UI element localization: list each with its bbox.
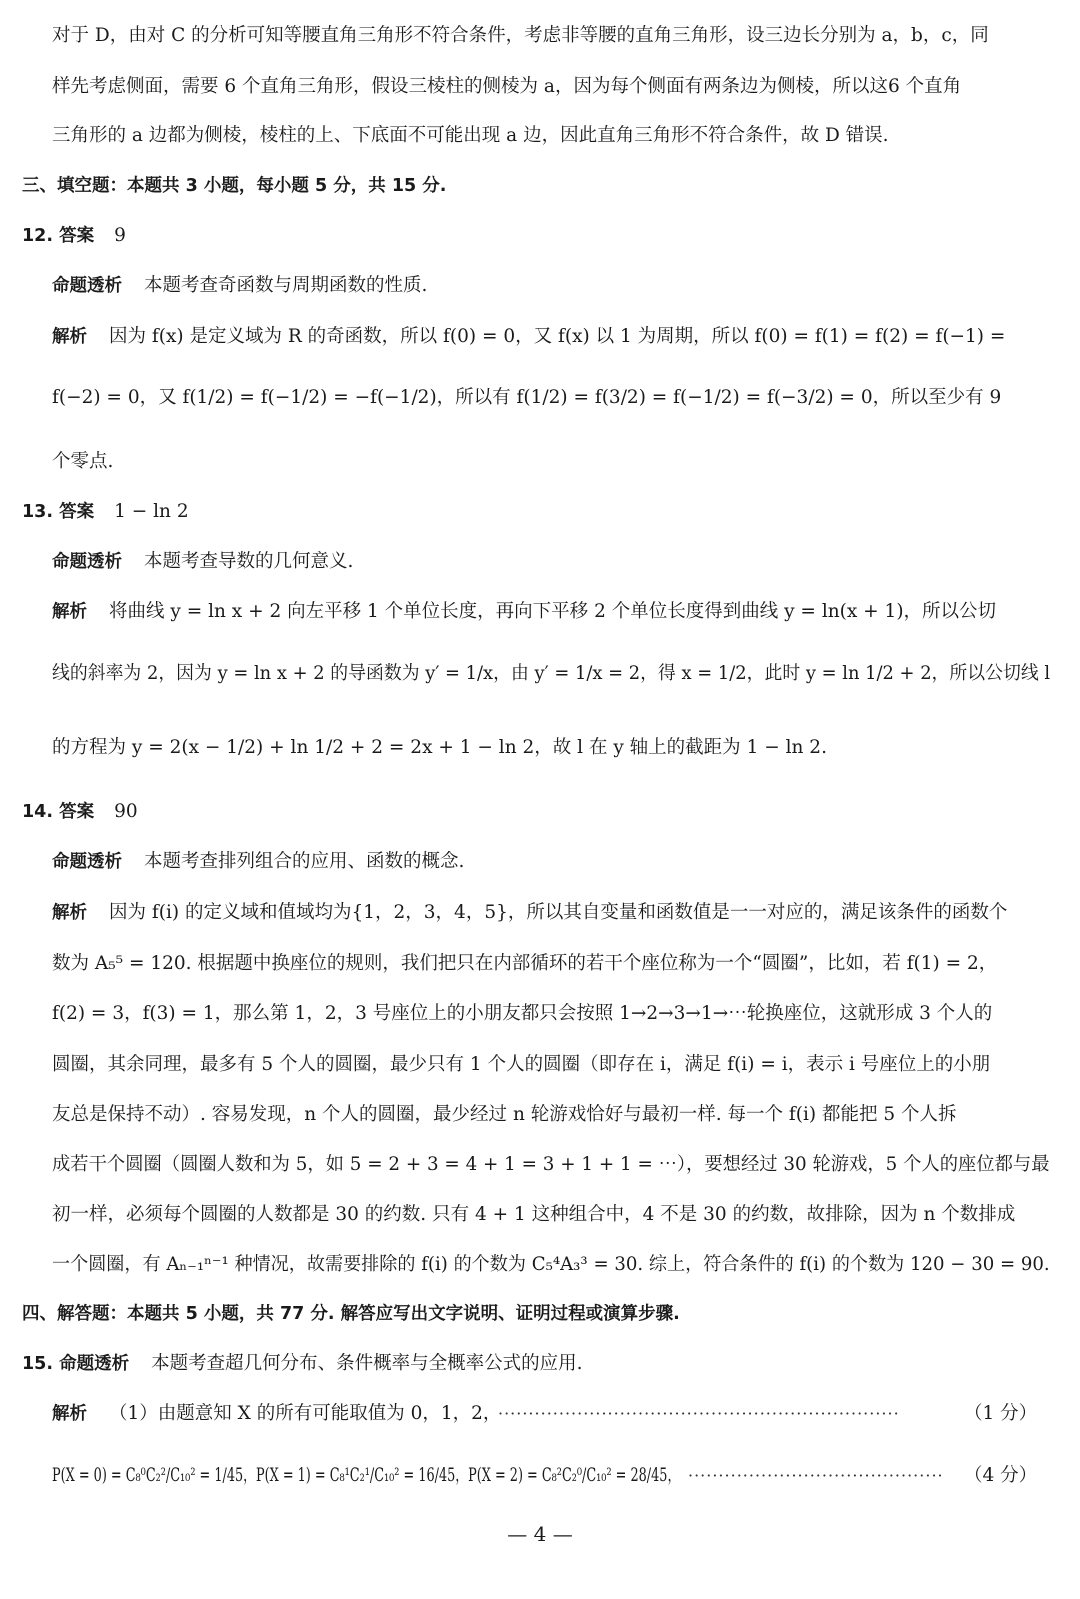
- q15-sol-line: P(X = 0) = C₈⁰C₂²/C₁₀² = 1/45，P(X = 1) = C₈¹C₂¹/C₁₀² = 16/45，P(X = 2) = C₈²C₂⁰/C₁₀² = 28/45，: [52, 1465, 681, 1486]
- page-number: — 4 —: [507, 1522, 573, 1546]
- q14-sol-line: 一个圆圈，有 Aₙ₋₁ⁿ⁻¹ 种情况，故需要排除的 f(i) 的个数为 C₅⁴A₃³ = 30. 综上，符合条件的 f(i) 的个数为 120 − 30 = 90.: [52, 1254, 1050, 1275]
- q12-head: 12. 答案: [22, 226, 95, 246]
- q14-answer-line: [22, 798, 138, 826]
- body-line: 对于 D，由对 C 的分析可知等腰直角三角形不符合条件，考虑非等腰的直角三角形，设三边长分别为 a，b，c，同: [52, 25, 989, 46]
- q14-sol-line: 数为 A₅⁵ = 120. 根据题中换座位的规则，我们把只在内部循环的若干个座位称为一个“圆圈”，比如，若 f(1) = 2，: [52, 953, 998, 974]
- q12-sol-text: 因为 f(x) 是定义域为 R 的奇函数，所以 f(0) = 0，又 f(x) 以 1 为周期，所以 f(0) = f(1) = f(2) = f(−1) =: [109, 326, 1006, 347]
- q13-sol-line: [52, 598, 996, 626]
- q12-sol-label: 解析: [52, 327, 87, 347]
- dot-leader: ··········································: [688, 1466, 944, 1485]
- body-line: 三角形的 a 边都为侧棱，棱柱的上、下底面不可能出现 a 边，因此直角三角形不符合条件，故 D 错误.: [52, 125, 889, 146]
- q14-sol-line: 友总是保持不动）. 容易发现，n 个人的圆圈，最少经过 n 轮游戏恰好与最初一样. 每一个 f(i) 都能把 5 个人拆: [52, 1104, 957, 1125]
- q12-answer-line: [22, 222, 126, 250]
- q15-intent-line: [22, 1350, 582, 1378]
- q14-sol-line: [52, 899, 1007, 927]
- q12-intent-line: [52, 272, 427, 300]
- q14-answer: 90: [114, 801, 138, 822]
- q13-sol-line: 线的斜率为 2，因为 y = ln x + 2 的导函数为 y′ = 1/x，由 y′ = 1/x = 2，得 x = 1/2，此时 y = ln 1/2 + 2，所以公切线 l: [52, 663, 1051, 684]
- q12-sol-line: [52, 323, 1005, 351]
- section-heading: 四、解答题：本题共 5 小题，共 77 分. 解答应写出文字说明、证明过程或演算步骤.: [22, 1304, 680, 1324]
- q12-sol-line: 个零点.: [52, 451, 114, 472]
- q14-sol-label: 解析: [52, 903, 87, 923]
- body-line: 样先考虑侧面，需要 6 个直角三角形，假设三棱柱的侧棱为 a，因为每个侧面有两条边为侧棱，所以这6 个直角: [52, 76, 962, 97]
- q15-intent: 本题考查超几何分布、条件概率与全概率公式的应用.: [151, 1353, 583, 1374]
- q14-intent-label: 命题透析: [52, 852, 122, 872]
- q12-intent-label: 命题透析: [52, 276, 122, 296]
- q15-sol-text: （1）由题意知 X 的所有可能取值为 0，1，2，: [109, 1403, 502, 1424]
- q15-sol-line: [52, 1400, 501, 1428]
- q15-head: 15. 命题透析: [22, 1354, 130, 1374]
- q13-sol-label: 解析: [52, 602, 87, 622]
- q13-intent-line: [52, 548, 353, 576]
- q14-head: 14. 答案: [22, 802, 95, 822]
- q14-intent-line: [52, 848, 464, 876]
- q14-sol-text: 因为 f(i) 的定义域和值域均为{1，2，3，4，5}，所以其自变量和函数值是一一对应的，满足该条件的函数个: [109, 902, 1008, 923]
- section-heading: 三、填空题：本题共 3 小题，每小题 5 分，共 15 分.: [22, 176, 447, 196]
- q13-sol-line: 的方程为 y = 2(x − 1/2) + ln 1/2 + 2 = 2x + 1 − ln 2，故 l 在 y 轴上的截距为 1 − ln 2.: [52, 737, 827, 758]
- q14-sol-line: 成若干个圆圈（圆圈人数和为 5，如 5 = 2 + 3 = 4 + 1 = 3 + 1 + 1 = ⋯），要想经过 30 轮游戏，5 个人的座位都与最: [52, 1154, 1050, 1175]
- score-label: （1 分）: [964, 1403, 1038, 1424]
- q13-intent: 本题考查导数的几何意义.: [144, 551, 354, 572]
- q14-sol-line: f(2) = 3，f(3) = 1，那么第 1，2，3 号座位上的小朋友都只会按照 1→2→3→1→⋯轮换座位，这就形成 3 个人的: [52, 1003, 993, 1024]
- q15-sol-label: 解析: [52, 1404, 87, 1424]
- q14-intent: 本题考查排列组合的应用、函数的概念.: [144, 851, 465, 872]
- q13-answer: 1 − ln 2: [114, 501, 189, 522]
- q14-sol-line: 初一样，必须每个圆圈的人数都是 30 的约数. 只有 4 + 1 这种组合中，4 不是 30 的约数，故排除，因为 n 个数排成: [52, 1204, 1016, 1225]
- q12-intent: 本题考查奇函数与周期函数的性质.: [144, 275, 428, 296]
- score-label: （4 分）: [964, 1465, 1038, 1486]
- q12-answer: 9: [114, 225, 126, 246]
- q13-intent-label: 命题透析: [52, 552, 122, 572]
- q13-head: 13. 答案: [22, 502, 95, 522]
- dot-leader: ··································································: [498, 1404, 900, 1423]
- q13-answer-line: [22, 498, 189, 526]
- q12-sol-line: f(−2) = 0，又 f(1/2) = f(−1/2) = −f(−1/2)，所以有 f(1/2) = f(3/2) = f(−1/2) = f(−3/2) = 0，所以至少有 9: [52, 387, 1002, 408]
- q14-sol-line: 圆圈，其余同理，最多有 5 个人的圆圈，最少只有 1 个人的圆圈（即存在 i，满足 f(i) = i，表示 i 号座位上的小朋: [52, 1054, 991, 1075]
- q13-sol-text: 将曲线 y = ln x + 2 向左平移 1 个单位长度，再向下平移 2 个单位长度得到曲线 y = ln(x + 1)，所以公切: [109, 601, 997, 622]
